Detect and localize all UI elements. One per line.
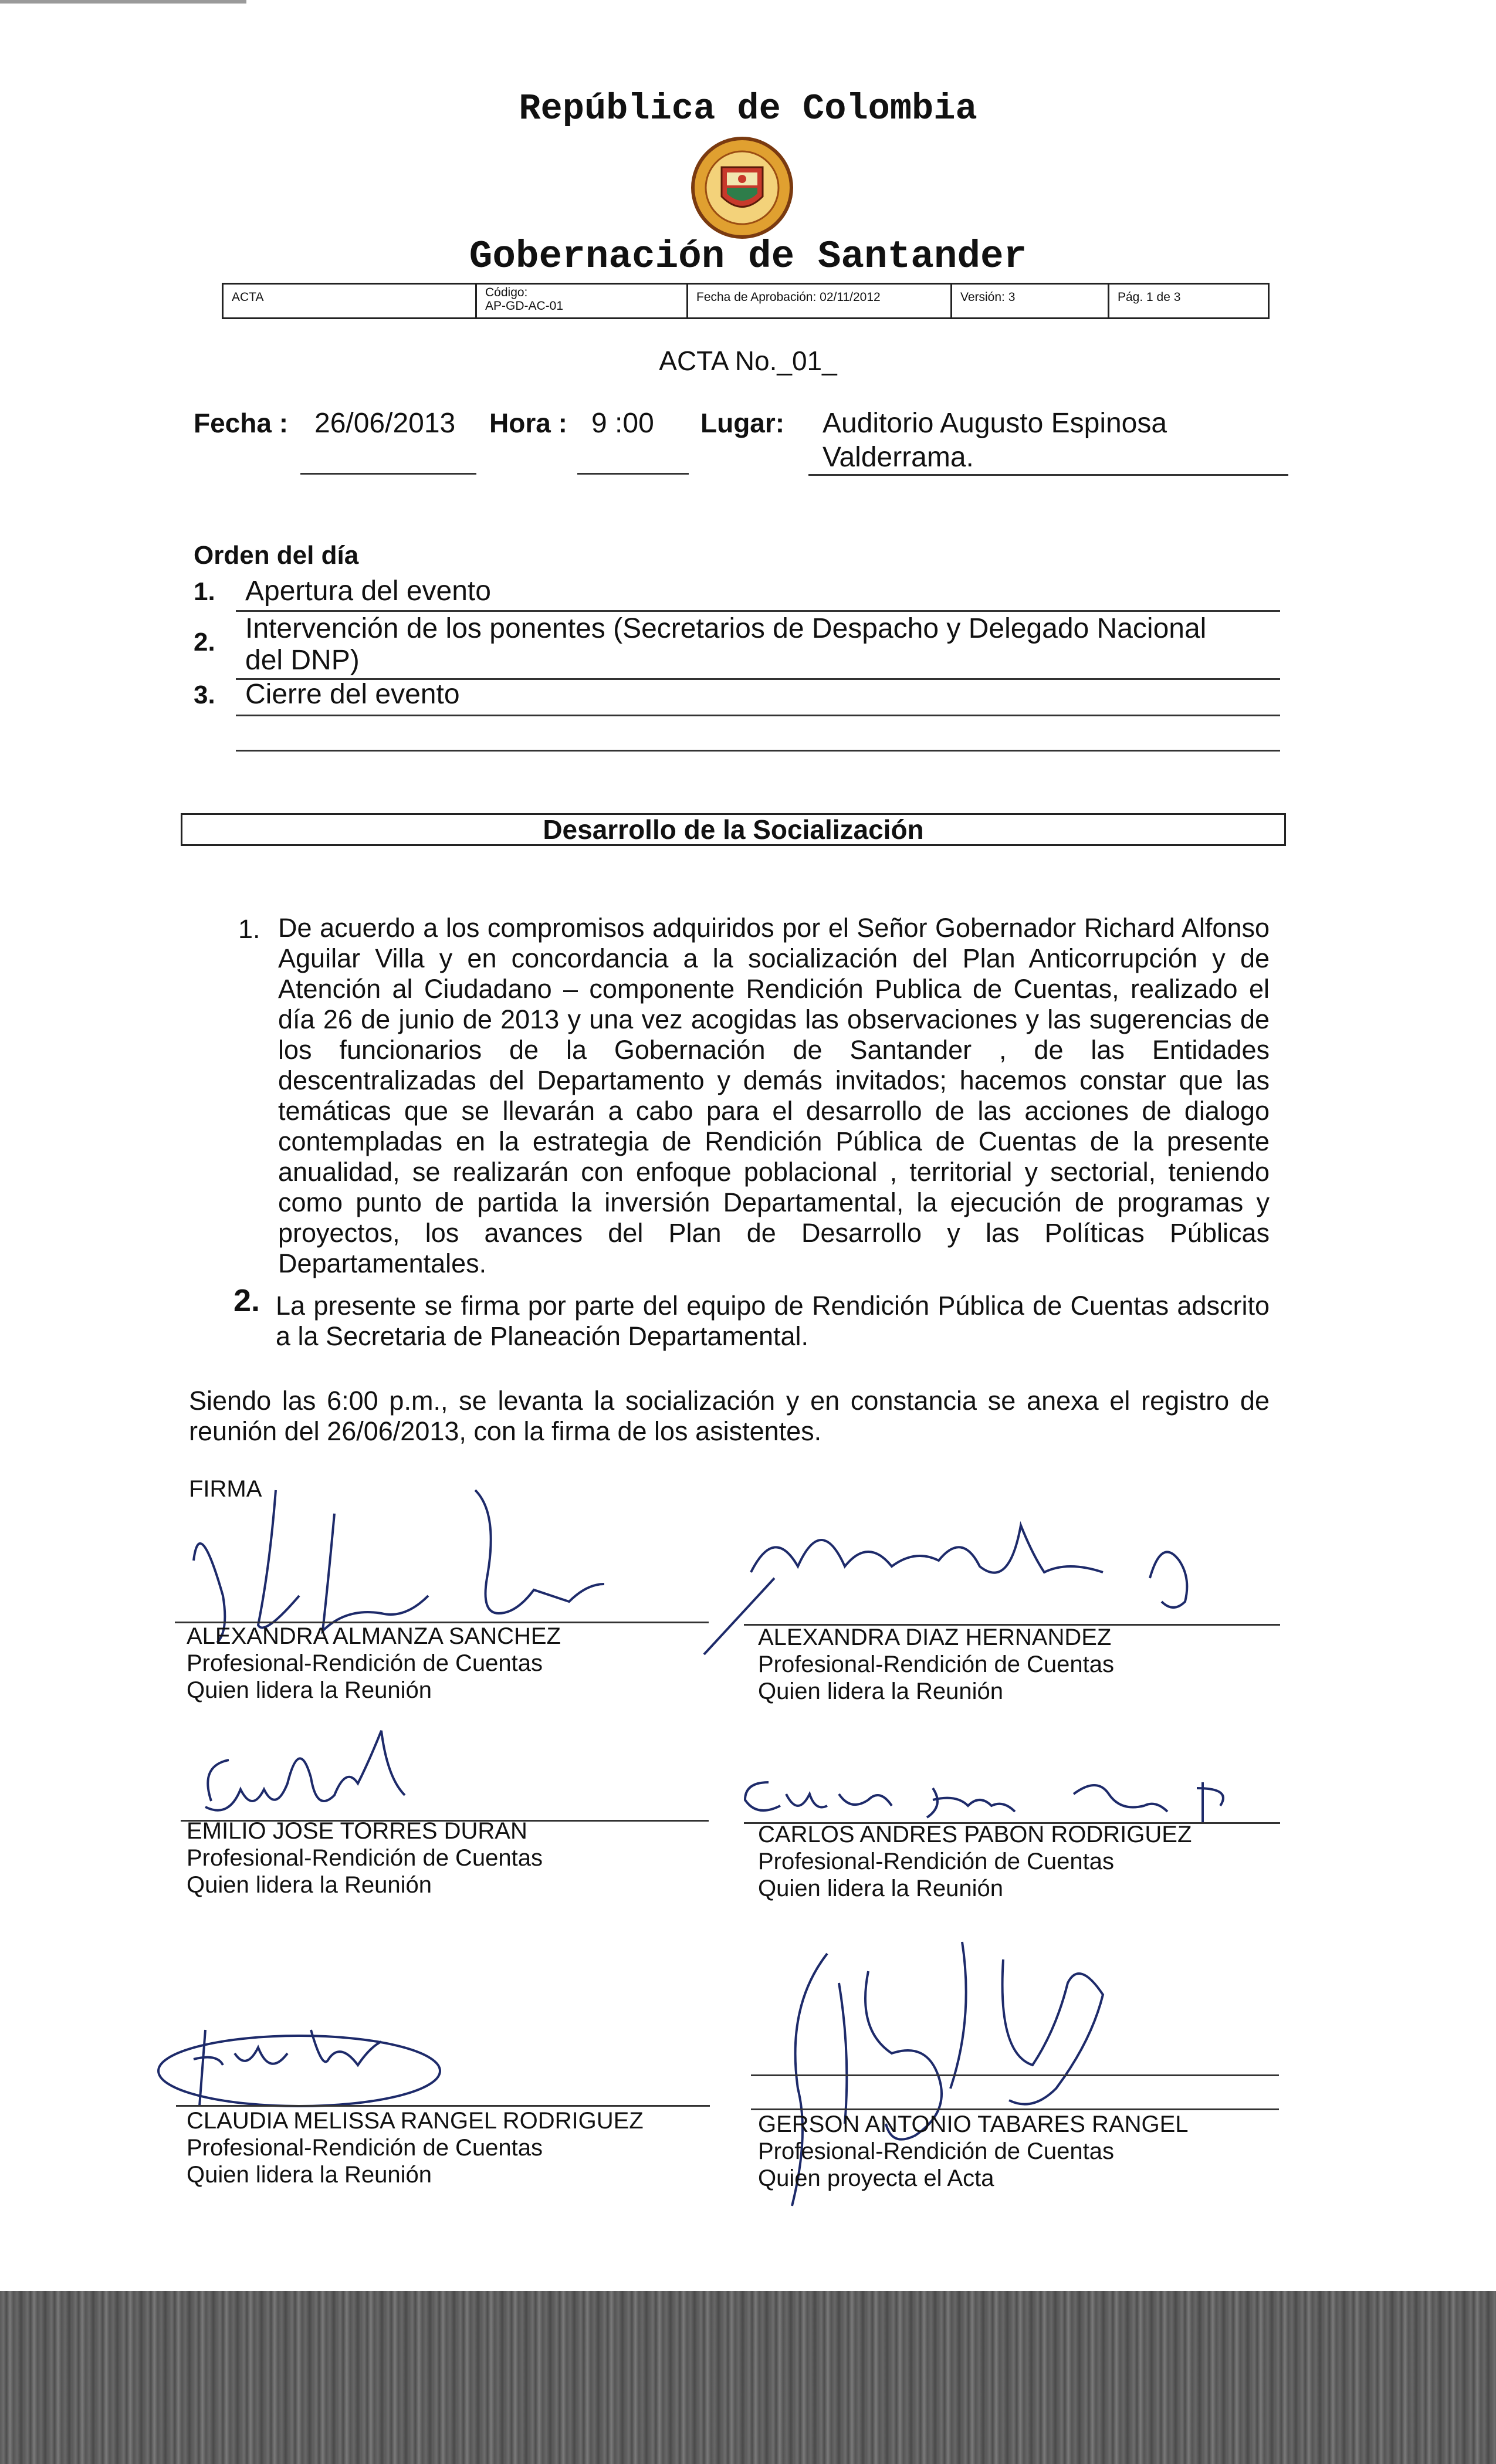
agenda-underline-3 — [236, 715, 1280, 716]
signatory-6 — [758, 2111, 1189, 2192]
santander-crest-icon — [689, 135, 795, 241]
lugar-value-line1: Auditorio Augusto Espinosa — [823, 408, 1167, 439]
signature-line-6b — [751, 2108, 1279, 2110]
codigo-cell — [477, 285, 688, 317]
agenda-item-2-line2: del DNP) — [245, 645, 360, 676]
agenda-underline-blank — [236, 750, 1280, 752]
lugar-label: Lugar: — [700, 408, 785, 438]
hora-label: Hora : — [489, 408, 567, 438]
orden-title: Orden del día — [194, 541, 359, 570]
signatory-3 — [187, 1817, 543, 1898]
signatory-5-role: Profesional-Rendición de Cuentas — [187, 2135, 543, 2161]
agenda-item-1: Apertura del evento — [245, 576, 491, 607]
lugar-underline — [808, 474, 1288, 476]
signature-4-image — [733, 1771, 1297, 1829]
hora-underline — [577, 473, 689, 475]
agenda-underline-1 — [236, 610, 1280, 612]
signatory-6-role: Profesional-Rendición de Cuentas — [758, 2138, 1115, 2164]
signature-line-6a — [751, 2074, 1279, 2076]
signatory-4-role: Profesional-Rendición de Cuentas — [758, 1849, 1115, 1874]
signatory-6-name: GERSON ANTONIO TABARES RANGEL — [758, 2111, 1189, 2137]
codigo-value: AP-GD-AC-01 — [485, 299, 564, 313]
scan-edge-artifact — [0, 0, 246, 4]
signatory-4-name: CARLOS ANDRES PABON RODRIGUEZ — [758, 1822, 1192, 1847]
signatory-5-note: Quien lidera la Reunión — [187, 2162, 432, 2188]
page-cell: Pág. 1 de 3 — [1118, 290, 1181, 304]
fecha-label: Fecha : — [194, 408, 289, 438]
fecha-value: 26/06/2013 — [314, 408, 456, 439]
signatory-2 — [758, 1624, 1114, 1705]
signatory-3-role: Profesional-Rendición de Cuentas — [187, 1845, 543, 1871]
version-cell: Versión: 3 — [952, 285, 1109, 317]
agenda-item-2-line1: Intervención de los ponentes (Secretarios de Despacho y Delegado Nacional — [245, 613, 1207, 644]
lugar-value-line2: Valderrama. — [823, 442, 974, 473]
desarrollo-num-1: 1. — [238, 914, 260, 944]
signature-line-5 — [176, 2105, 710, 2107]
agenda-num-2: 2. — [194, 628, 215, 656]
desarrollo-num-2: 2. — [233, 1283, 260, 1318]
signatory-1-role: Profesional-Rendición de Cuentas — [187, 1650, 543, 1676]
signatory-1-name: ALEXANDRA ALMANZA SANCHEZ — [187, 1623, 561, 1649]
signatory-2-role: Profesional-Rendición de Cuentas — [758, 1651, 1115, 1677]
desarrollo-item-2: La presente se firma por parte del equipo de Rendición Pública de Cuentas adscrito a la Secretaria de Planeación Departamental. — [276, 1291, 1270, 1351]
signatory-1-note: Quien lidera la Reunión — [187, 1677, 432, 1703]
document-header-table — [222, 283, 1270, 319]
signatory-5 — [187, 2107, 644, 2188]
signatory-3-note: Quien lidera la Reunión — [187, 1872, 432, 1898]
signatory-2-note: Quien lidera la Reunión — [758, 1678, 1004, 1704]
agenda-item-3: Cierre del evento — [245, 679, 460, 710]
signatory-4-note: Quien lidera la Reunión — [758, 1876, 1004, 1901]
firma-label: FIRMA — [189, 1476, 262, 1502]
scanner-bottom-band — [0, 2291, 1496, 2464]
acta-number: ACTA No._01_ — [659, 346, 837, 376]
codigo-label: Código: — [485, 286, 528, 299]
doc-type-cell: ACTA — [224, 285, 477, 317]
republic-title: República de Colombia — [519, 88, 977, 130]
approval-date-cell: Fecha de Aprobación: 02/11/2012 — [688, 285, 952, 317]
signatory-1 — [187, 1623, 561, 1704]
signatory-6-note: Quien proyecta el Acta — [758, 2165, 994, 2191]
desarrollo-title: Desarrollo de la Socialización — [181, 813, 1286, 846]
signatory-4 — [758, 1821, 1192, 1902]
desarrollo-item-1: De acuerdo a los compromisos adquiridos por el Señor Gobernador Richard Alfonso Aguilar Villa y en concordancia a la socialización del Plan Anticorrupción y de Atención al Ciudadano – componente Rendición Publica de Cuentas, realizado el día 26 de junio de 2013 y una vez acogidas las observaciones y las sugerencias de los funcionarios de la Gobernación de Santander , de las Entidades descentralizadas del Departamento y demás invitados; hacemos constar que las temáticas que se llevarán a cabo para el desarrollo de las acciones de dialogo contempladas en la estrategia de Rendición Pública de Cuentas de la presente anualidad, se realizarán con enfoque poblacional , territorial y sectorial, teniendo como punto de partida la inversión Departamental, la ejecución de programas y proyectos, los avances del Plan de Desarrollo y las Políticas Públicas Departamentales. — [278, 913, 1270, 1278]
agenda-num-1: 1. — [194, 577, 215, 606]
agenda-num-3: 3. — [194, 681, 215, 709]
hora-value: 9 :00 — [591, 408, 654, 439]
closing-paragraph: Siendo las 6:00 p.m., se levanta la socialización y en constancia se anexa el registro de reunión del 26/06/2013, con la firma de los asistentes. — [189, 1386, 1270, 1446]
signatory-2-name: ALEXANDRA DIAZ HERNANDEZ — [758, 1624, 1112, 1650]
signatory-5-name: CLAUDIA MELISSA RANGEL RODRIGUEZ — [187, 2108, 644, 2134]
fecha-underline — [300, 473, 476, 475]
signatory-3-name: EMILIO JOSE TORRES DURAN — [187, 1818, 527, 1844]
government-title: Gobernación de Santander — [469, 235, 1027, 279]
